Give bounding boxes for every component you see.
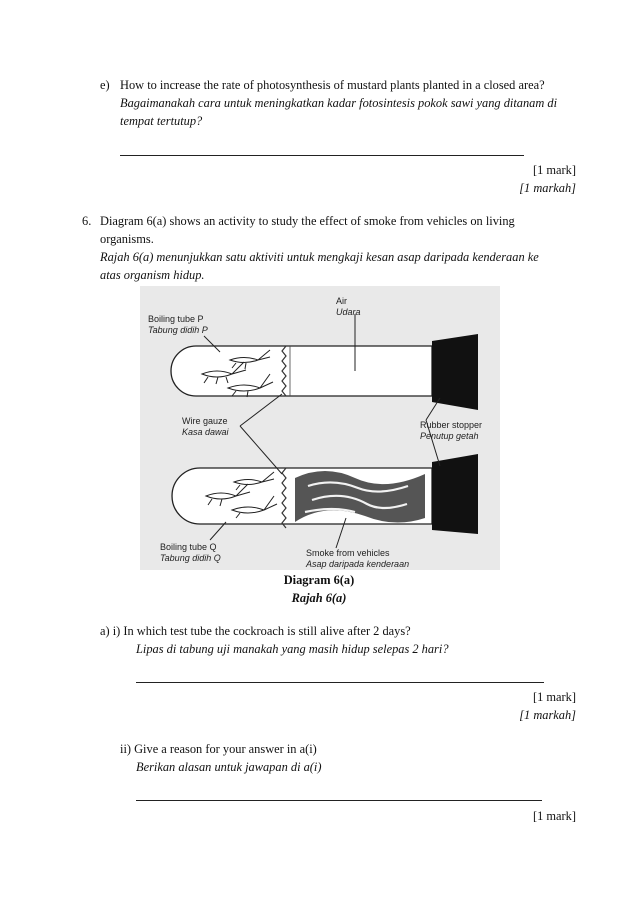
question-e-text-malay-1: Bagaimanakah cara untuk meningkatkan kadar fotosintesis pokok sawi yang ditanam di: [120, 96, 558, 110]
label-smoke-malay: Asap daripada kenderaan: [306, 559, 410, 569]
rubber-stopper-p: [432, 334, 478, 410]
question-6-text-1: Diagram 6(a) shows an activity to study the effect of smoke from vehicles on living: [100, 214, 515, 228]
label-tube-p-malay: Tabung didih P: [148, 325, 208, 335]
question-a-ii-text-malay: Berikan alasan untuk jawapan di a(i): [136, 760, 322, 774]
label-tube-q-malay: Tabung didih Q: [160, 553, 221, 563]
question-e-text: How to increase the rate of photosynthesis of mustard plants planted in a closed area?: [120, 78, 545, 92]
mark-a-i-malay: [1 markah]: [519, 708, 576, 722]
question-a-ii-text: ii) Give a reason for your answer in a(i): [120, 742, 317, 756]
diagram-6a: [140, 286, 500, 570]
answer-line-a-ii[interactable]: [136, 800, 542, 801]
mark-e-malay: [1 markah]: [519, 181, 576, 195]
label-air: Air: [336, 296, 347, 306]
label-tube-p: Boiling tube P: [148, 314, 204, 324]
label-rubber-stopper-malay: Penutup getah: [420, 431, 479, 441]
rubber-stopper-q: [432, 454, 478, 534]
label-air-malay: Udara: [336, 307, 361, 317]
label-wire-gauze-malay: Kasa dawai: [182, 427, 229, 437]
label-wire-gauze: Wire gauze: [182, 416, 228, 426]
diagram-caption: Diagram 6(a): [283, 573, 355, 587]
mark-a-ii: [1 mark]: [532, 809, 576, 823]
question-e-letter: e): [100, 78, 110, 92]
label-smoke: Smoke from vehicles: [306, 548, 390, 558]
answer-line-a-i[interactable]: [136, 682, 544, 683]
label-tube-q: Boiling tube Q: [160, 542, 217, 552]
question-e-text-malay-2: tempat tertutup?: [120, 114, 203, 128]
diagram-caption-malay: Rajah 6(a): [291, 591, 347, 605]
question-6-text-malay-2: atas organism hidup.: [100, 268, 205, 282]
question-6-text-2: organisms.: [100, 232, 154, 246]
mark-a-i: [1 mark]: [532, 690, 576, 704]
label-rubber-stopper: Rubber stopper: [420, 420, 483, 430]
question-6-number: 6.: [82, 214, 92, 228]
question-a-i-text: a) i) In which test tube the cockroach is still alive after 2 days?: [100, 624, 411, 638]
question-6-text-malay-1: Rajah 6(a) menunjukkan satu aktiviti untuk mengkaji kesan asap daripada kenderaan ke: [100, 250, 539, 264]
answer-line-e[interactable]: [120, 155, 524, 156]
question-a-i-text-malay: Lipas di tabung uji manakah yang masih hidup selepas 2 hari?: [136, 642, 449, 656]
mark-e: [1 mark]: [532, 163, 576, 177]
